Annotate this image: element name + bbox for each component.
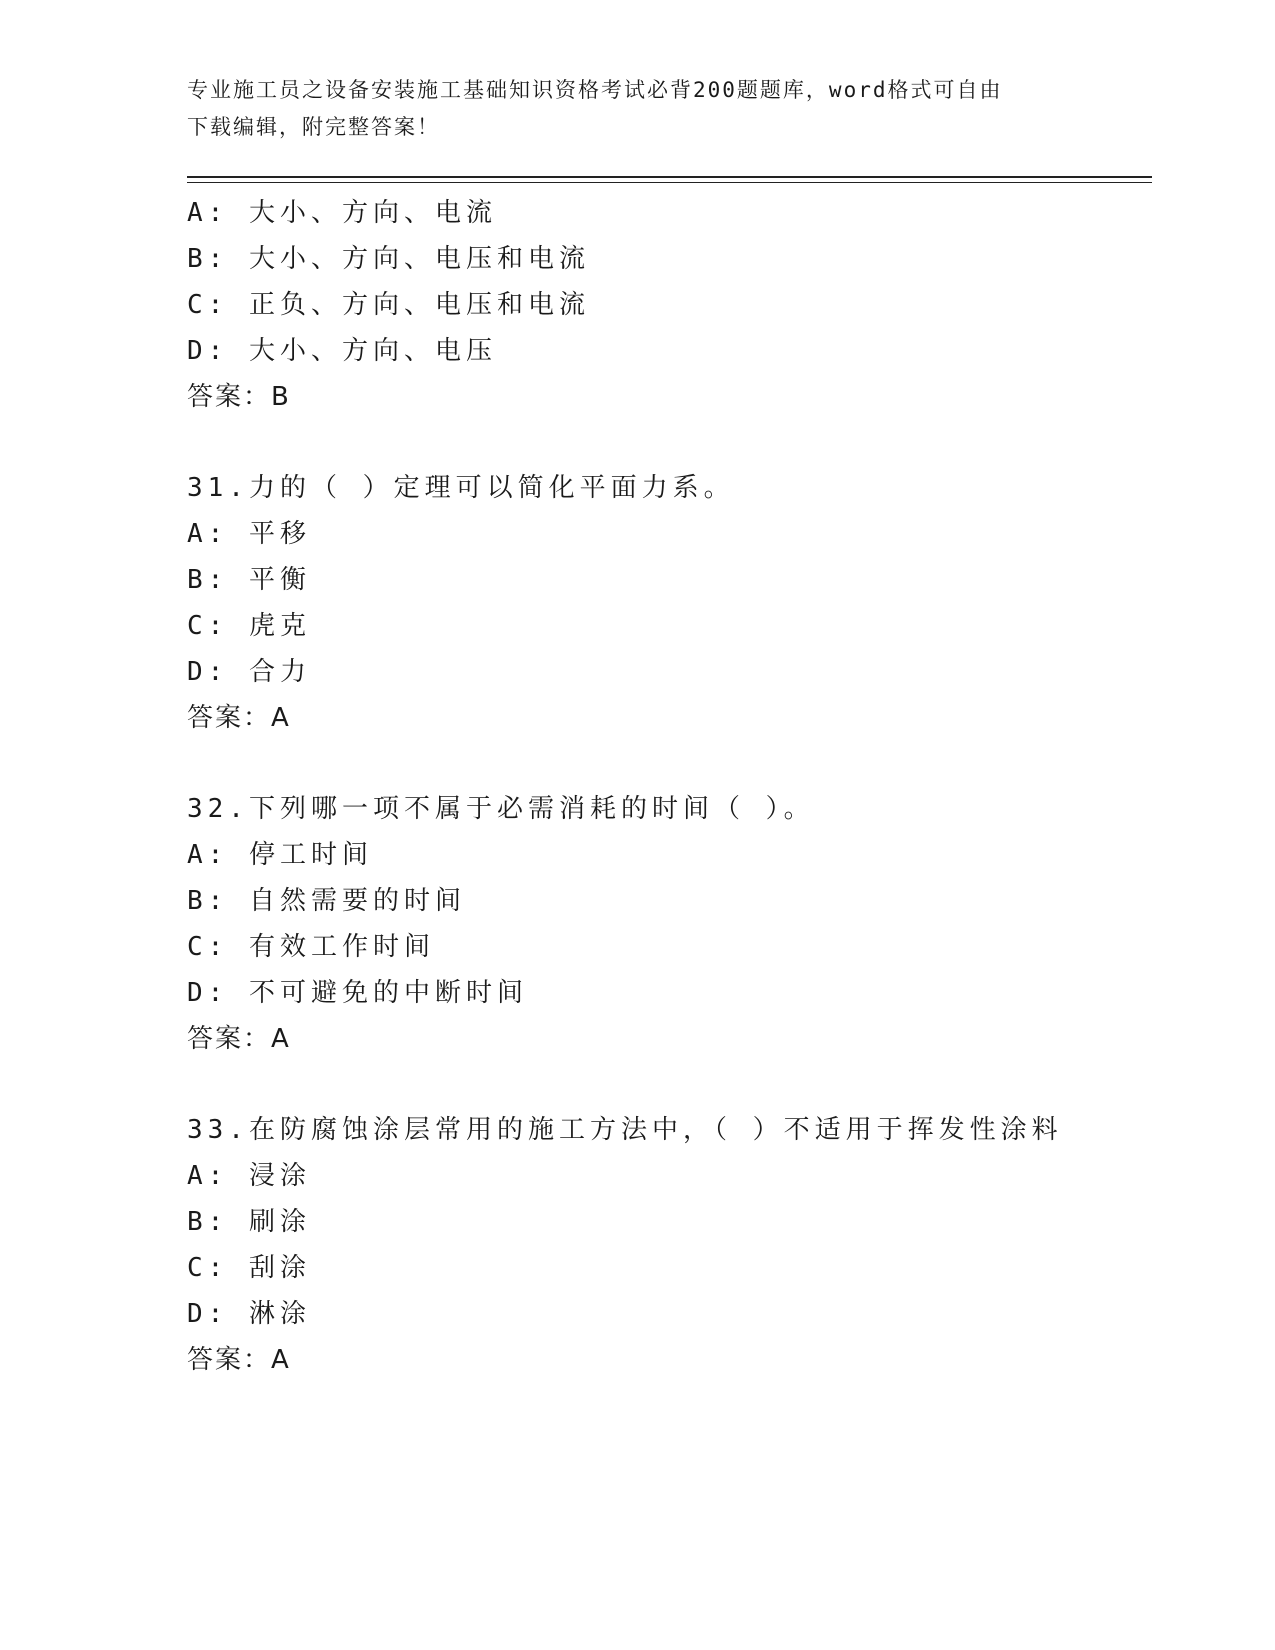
option-c: C: 刮涂 [187,1253,311,1283]
option-b: B: 平衡 [187,565,311,595]
header-line-1: 专业施工员之设备安装施工基础知识资格考试必背200题题库，word格式可自由 [187,78,1003,102]
question-text: 31.力的（ ）定理可以简化平面力系。 [187,473,735,503]
option-c: C: 虎克 [187,611,311,641]
answer-line: 答案：A [187,1345,291,1375]
header-divider-thin [187,182,1152,183]
question-block-32 [187,786,1152,1062]
option-d: D: 大小、方向、电压 [187,336,497,366]
option-a: A: 停工时间 [187,840,373,870]
spacer [187,420,1152,465]
option-c: C: 有效工作时间 [187,932,435,962]
answer-line: 答案：A [187,1024,291,1054]
option-a: A: 平移 [187,519,311,549]
spacer [187,1062,1152,1107]
option-b: B: 刷涂 [187,1207,311,1237]
header-line-2: 下载编辑，附完整答案！ [187,115,440,139]
question-text: 32.下列哪一项不属于必需消耗的时间（ ）。 [187,794,815,824]
header-divider-thick [187,176,1152,178]
question-block-30 [187,190,1152,420]
question-block-31 [187,465,1152,741]
option-a: A: 浸涂 [187,1161,311,1191]
answer-line: 答案：A [187,703,291,733]
answer-line: 答案：B [187,382,291,412]
question-list [187,190,1152,1383]
option-b: B: 自然需要的时间 [187,886,466,916]
document-header [187,72,1067,146]
option-d: D: 淋涂 [187,1299,311,1329]
option-a: A: 大小、方向、电流 [187,198,497,228]
option-c: C: 正负、方向、电压和电流 [187,290,590,320]
option-d: D: 不可避免的中断时间 [187,978,528,1008]
question-text: 33.在防腐蚀涂层常用的施工方法中，（ ）不适用于挥发性涂料 [187,1115,1063,1145]
question-block-33 [187,1107,1152,1383]
option-d: D: 合力 [187,657,311,687]
spacer [187,741,1152,786]
option-b: B: 大小、方向、电压和电流 [187,244,590,274]
